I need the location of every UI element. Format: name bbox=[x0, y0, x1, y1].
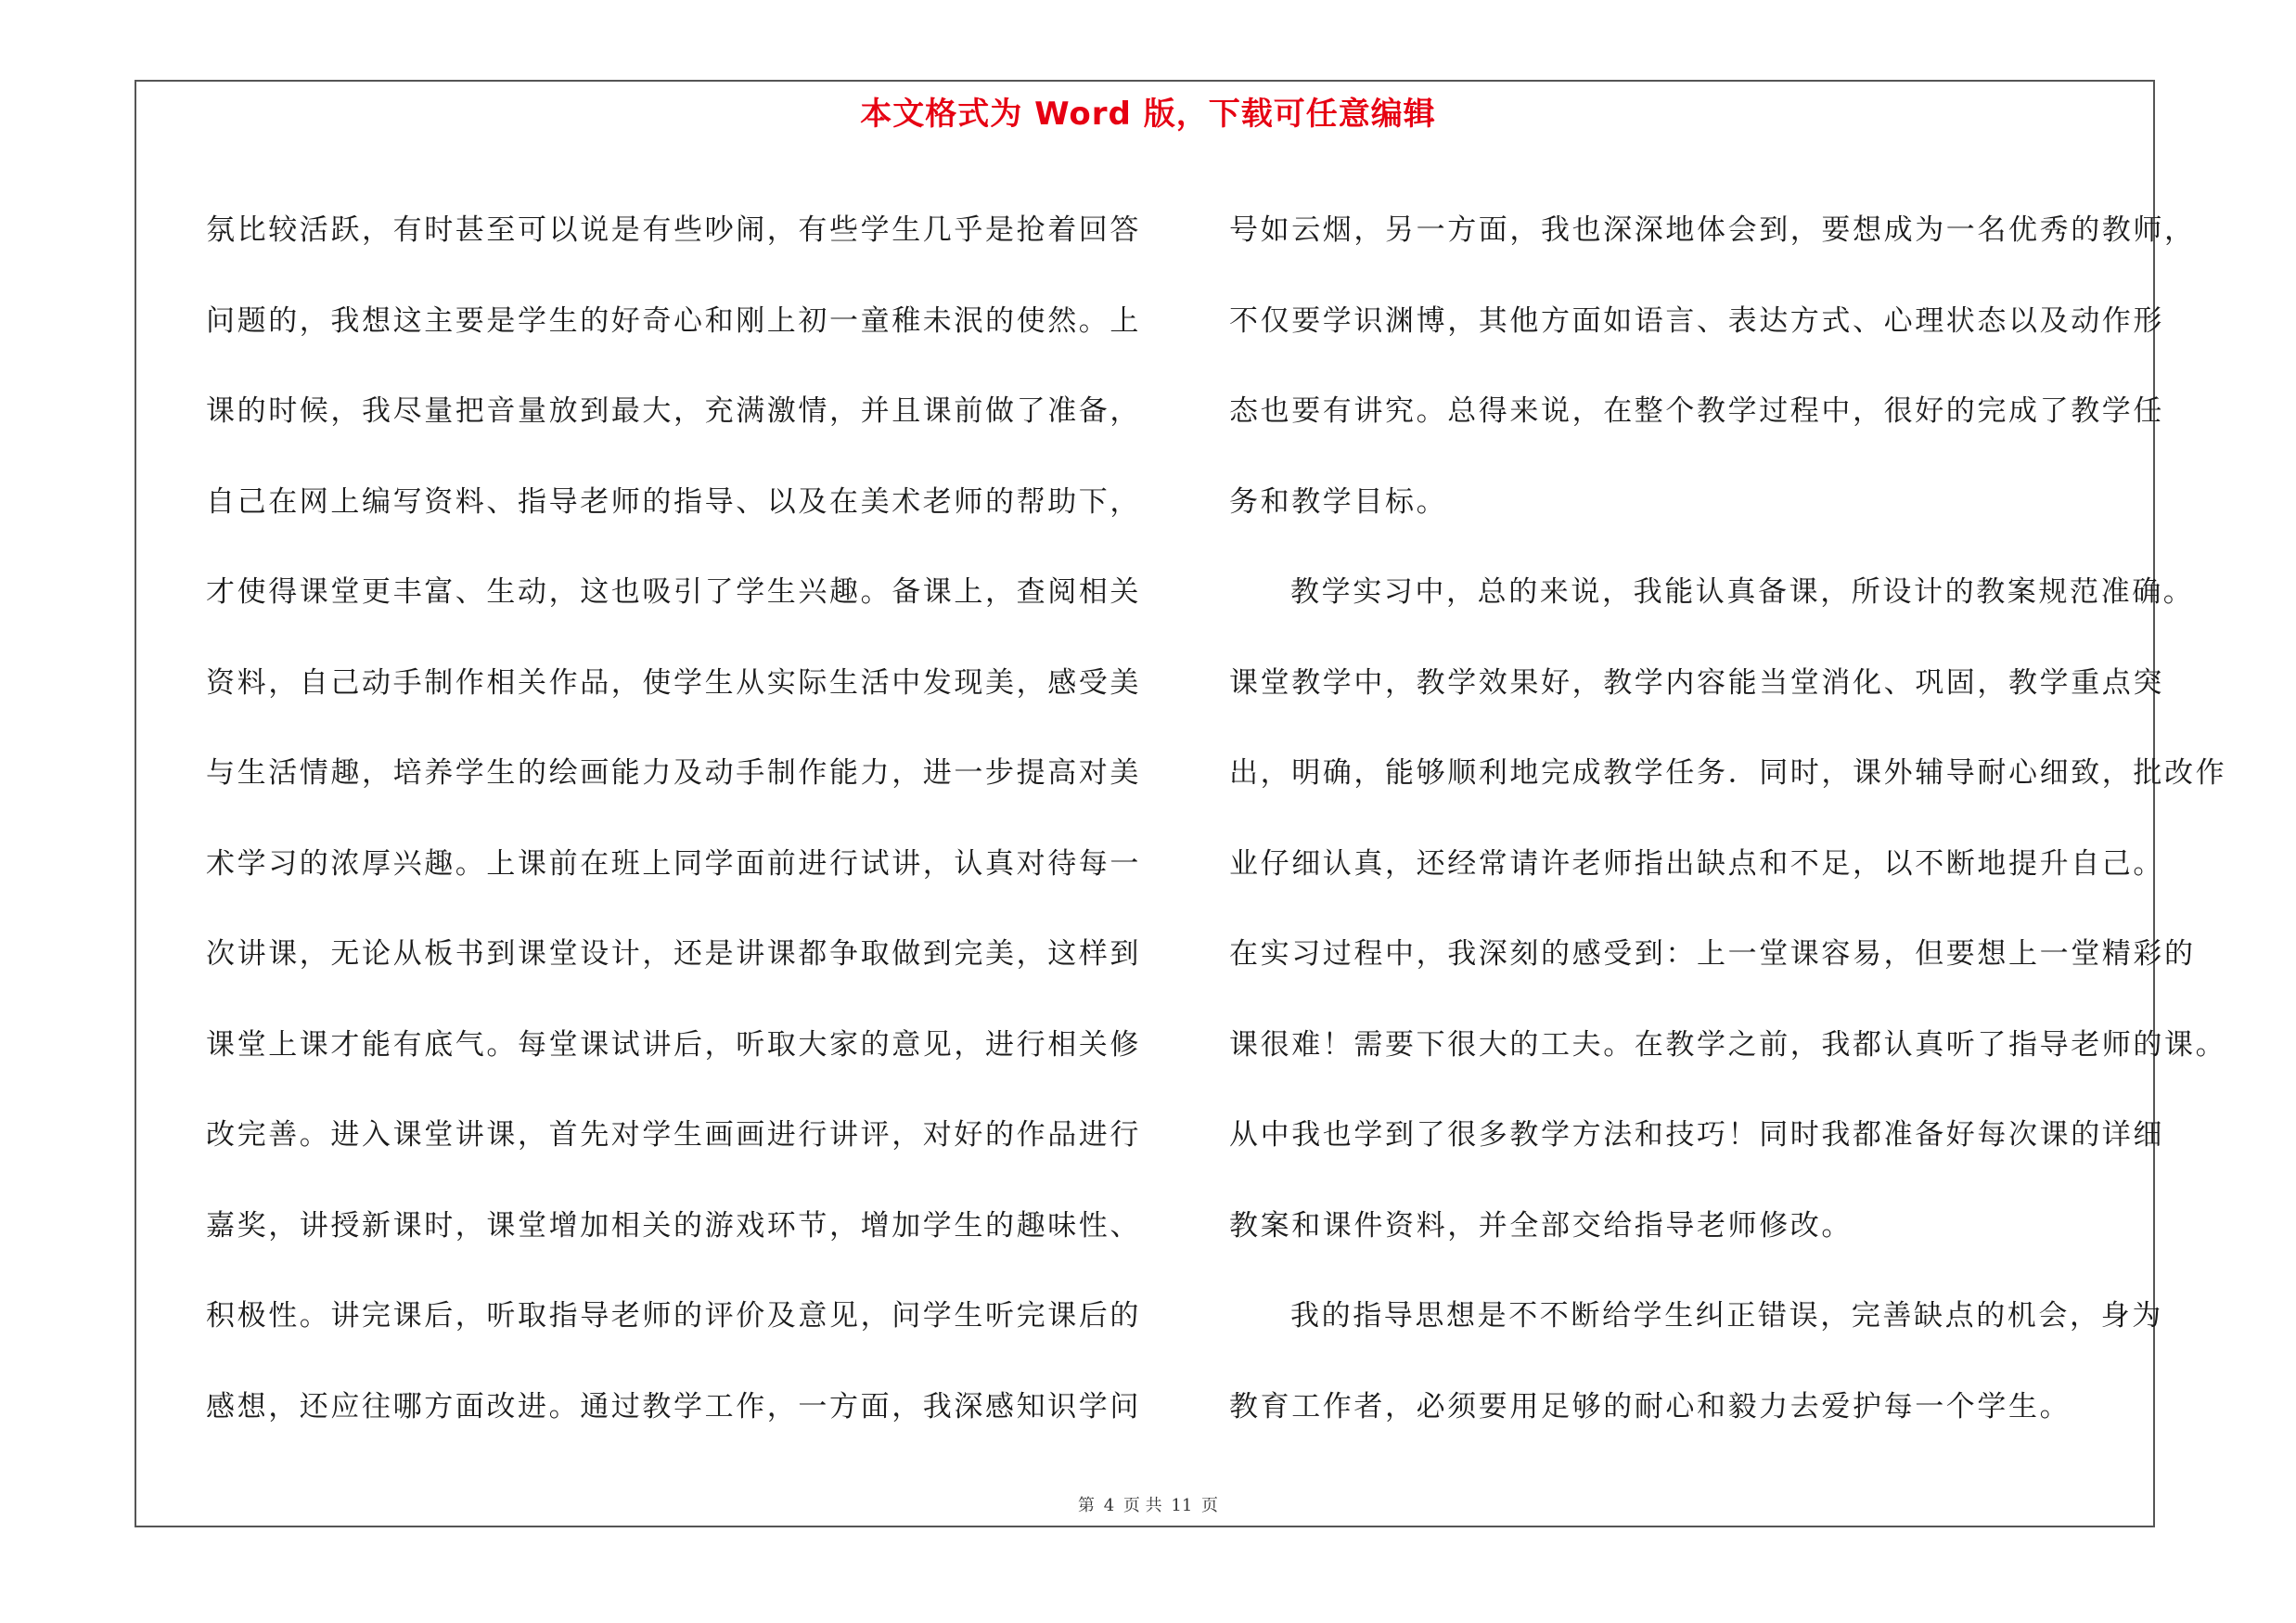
text-line: 号如云烟，另一方面，我也深深地体会到，要想成为一名优秀的教师， bbox=[1229, 213, 2196, 247]
text-line: 资料，自己动手制作相关作品，使学生从实际生活中发现美，感受美 bbox=[206, 665, 1141, 700]
footer-prefix: 第 bbox=[1077, 1496, 1095, 1515]
text-line: 态也要有讲究。总得来说，在整个教学过程中，很好的完成了教学任 bbox=[1229, 394, 2164, 428]
text-line: 课堂上课才能有底气。每堂课试讲后，听取大家的意见，进行相关修 bbox=[206, 1027, 1141, 1062]
text-line: 积极性。讲完课后，听取指导老师的评价及意见，问学生听完课后的 bbox=[206, 1299, 1141, 1333]
right-column bbox=[1229, 186, 2227, 1452]
text-line: 教案和课件资料，并全部交给指导老师修改。 bbox=[1229, 1208, 1853, 1243]
format-banner: 本文格式为 Word 版，下载可任意编辑 bbox=[860, 96, 1436, 133]
total-page-count: 11 bbox=[1171, 1496, 1193, 1515]
text-line: 务和教学目标。 bbox=[1229, 484, 1448, 519]
text-line: 课很难！需要下很大的工夫。在教学之前，我都认真听了指导老师的课。 bbox=[1229, 1027, 2227, 1062]
text-line: 不仅要学识渊博，其他方面如语言、表达方式、心理状态以及动作形 bbox=[1229, 303, 2164, 338]
text-line: 出，明确，能够顺利地完成教学任务．同时，课外辅导耐心细致，批改作 bbox=[1229, 756, 2227, 790]
text-line: 术学习的浓厚兴趣。上课前在班上同学面前进行试讲，认真对待每一 bbox=[206, 846, 1141, 881]
text-line: 课堂教学中，教学效果好，教学内容能当堂消化、巩固，教学重点突 bbox=[1229, 665, 2164, 700]
text-line: 业仔细认真，还经常请许老师指出缺点和不足，以不断地提升自己。 bbox=[1229, 846, 2164, 881]
text-line: 问题的，我想这主要是学生的好奇心和刚上初一童稚未泯的使然。上 bbox=[206, 303, 1141, 338]
paragraph-start-line: 我的指导思想是不不断给学生纠正错误，完善缺点的机会，身为 bbox=[1290, 1299, 2163, 1333]
text-line: 课的时候，我尽量把音量放到最大，充满激情，并且课前做了准备， bbox=[206, 394, 1141, 428]
text-line: 与生活情趣，培养学生的绘画能力及动手制作能力，进一步提高对美 bbox=[206, 756, 1141, 790]
text-line: 感想，还应往哪方面改进。通过教学工作，一方面，我深感知识学问 bbox=[206, 1389, 1141, 1423]
page-number-footer bbox=[0, 1492, 2296, 1516]
paragraph-start-line: 教学实习中，总的来说，我能认真备课，所设计的教案规范准确。 bbox=[1290, 575, 2195, 609]
current-page-number: 4 bbox=[1103, 1496, 1115, 1515]
text-line: 教育工作者，必须要用足够的耐心和毅力去爱护每一个学生。 bbox=[1229, 1389, 2072, 1423]
text-line: 嘉奖，讲授新课时，课堂增加相关的游戏环节，增加学生的趣味性、 bbox=[206, 1208, 1141, 1243]
footer-mid: 页 共 bbox=[1122, 1496, 1162, 1515]
text-line: 次讲课，无论从板书到课堂设计，还是讲课都争取做到完美，这样到 bbox=[206, 937, 1141, 971]
text-line: 氛比较活跃，有时甚至可以说是有些吵闹，有些学生几乎是抢着回答 bbox=[206, 213, 1141, 247]
text-line: 在实习过程中，我深刻的感受到：上一堂课容易，但要想上一堂精彩的 bbox=[1229, 937, 2196, 971]
text-line: 从中我也学到了很多教学方法和技巧！同时我都准备好每次课的详细 bbox=[1229, 1118, 2164, 1152]
text-line: 改完善。进入课堂讲课，首先对学生画画进行讲评，对好的作品进行 bbox=[206, 1118, 1141, 1152]
footer-suffix: 页 bbox=[1201, 1496, 1219, 1515]
left-column bbox=[206, 186, 1141, 1452]
text-line: 自己在网上编写资料、指导老师的指导、以及在美术老师的帮助下， bbox=[206, 484, 1141, 519]
text-line: 才使得课堂更丰富、生动，这也吸引了学生兴趣。备课上，查阅相关 bbox=[206, 575, 1141, 609]
